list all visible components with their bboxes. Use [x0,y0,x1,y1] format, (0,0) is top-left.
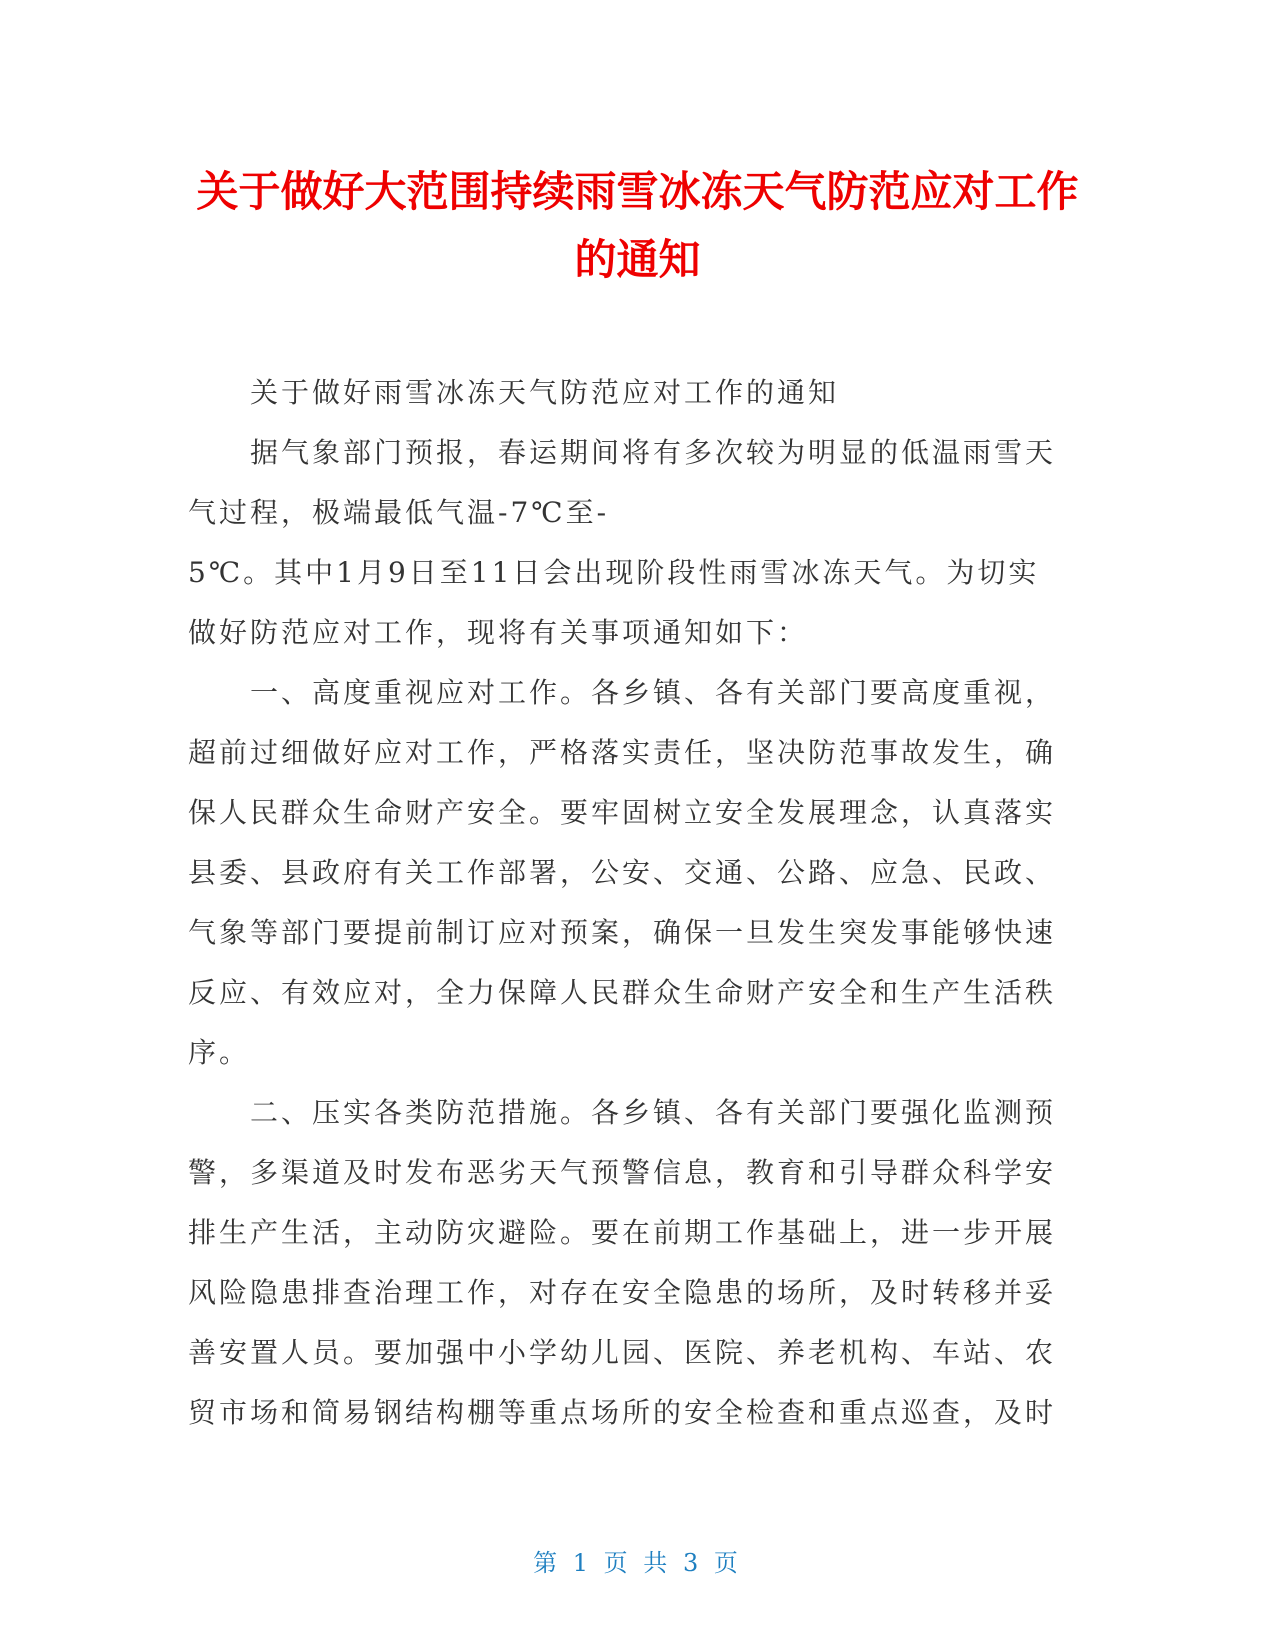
paragraph-subtitle: 关于做好雨雪冰冻天气防范应对工作的通知 [250,376,840,409]
document-body [188,363,1068,1443]
paragraph-item-one: 一、高度重视应对工作。各乡镇、各有关部门要高度重视，超前过细做好应对工作，严格落实责任，坚决防范事故发生，确保人民群众生命财产安全。要牢固树立安全发展理念，认真落实县委、县政府有关工作部署，公安、交通、公路、应急、民政、气象等部门要提前制订应对预案，确保一旦发生突发事能够快速反应、有效应对，全力保障人民群众生命财产安全和生产生活秩序。 [188,676,1057,1069]
paragraph-item-two: 二、压实各类防范措施。各乡镇、各有关部门要强化监测预警，多渠道及时发布恶劣天气预警信息，教育和引导群众科学安排生产生活，主动防灾避险。要在前期工作基础上，进一步开展风险隐患排查治理工作，对存在安全隐患的场所，及时转移并妥善安置人员。要加强中小学幼儿园、医院、养老机构、车站、农贸市场和简易钢结构棚等重点场所的安全检查和重点巡查，及时 [188,1096,1057,1429]
paragraph-forecast-continued: 5℃。其中1月9日至11日会出现阶段性雨雪冰冻天气。为切实做好防范应对工作，现将有关事项通知如下： [188,556,1040,649]
page-number-footer: 第 1 页 共 3 页 [533,1549,742,1577]
document-title: 关于做好大范围持续雨雪冰冻天气防范应对工作的通知 [196,167,1079,284]
paragraph-forecast: 据气象部门预报，春运期间将有多次较为明显的低温雨雪天气过程，极端最低气温-7℃至- [188,436,1057,529]
